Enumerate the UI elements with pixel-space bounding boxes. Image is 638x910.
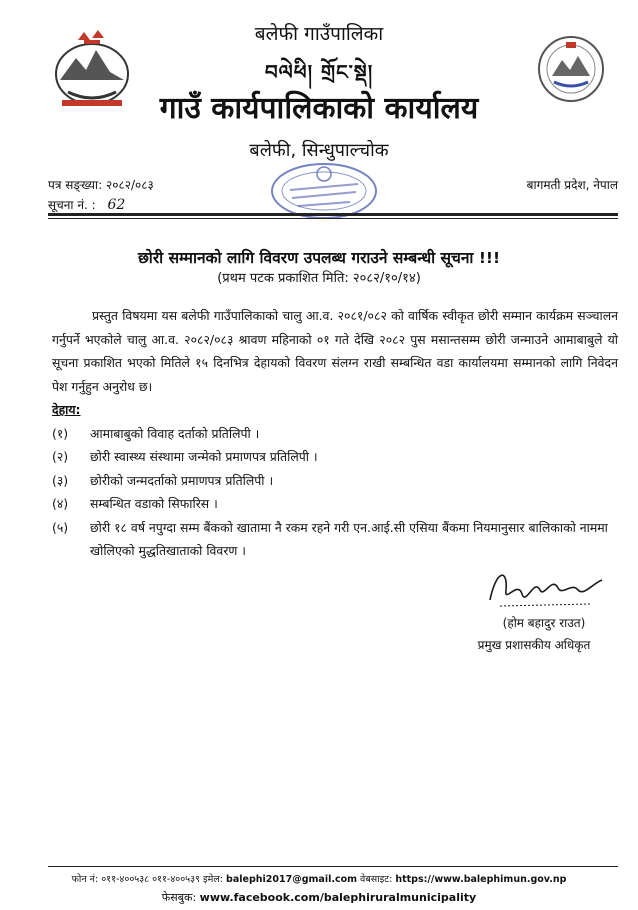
list-item-text: छोरी १८ वर्ष नपुग्दा सम्म बैंकको खातामा नै रकम रहने गरी एन.आई.सी एसिया बैंकमा नियमानुसार बालिकाको नाममा खोलिएको मुद्धतिखाताको विवरण । <box>90 519 608 558</box>
list-item <box>52 469 622 493</box>
list-item-text: सम्बन्धित वडाको सिफारिस । <box>90 496 218 511</box>
requirements-list <box>52 398 622 563</box>
list-item-number: (२) <box>52 449 69 464</box>
signature-icon <box>482 560 610 612</box>
footer-facebook <box>0 890 638 905</box>
ref-label: पत्र सङ्ख्या: <box>48 178 103 192</box>
website-label: वेबसाइट: <box>360 874 393 885</box>
facebook-label: फेसबुक: <box>161 891 197 904</box>
list-heading: देहाय: <box>52 402 81 417</box>
publication-date: (प्रथम पटक प्रकाशित मिति: २०८२/१०/१४) <box>217 271 421 286</box>
footer-divider <box>48 866 618 867</box>
list-item-text: छोरीको जन्मदर्ताको प्रमाणपत्र प्रतिलिपी । <box>90 472 274 488</box>
list-item <box>52 492 622 516</box>
list-item-number: (४) <box>52 496 69 511</box>
municipality-name: बलेफी गाउँपालिका <box>254 23 384 45</box>
office-location: बलेफी, सिन्धुपाल्चोक <box>249 140 389 161</box>
notice-value: 62 <box>107 197 126 213</box>
notice-number <box>48 196 125 213</box>
ref-value: २०८२/०८३ <box>105 178 154 192</box>
list-item-number: (५) <box>52 519 69 535</box>
header-divider <box>48 213 618 216</box>
phone-label: फोन नं: <box>71 874 99 885</box>
province: बागमती प्रदेश, नेपाल <box>526 178 618 192</box>
facebook-link[interactable]: www.facebook.com/balephiruralmunicipality <box>199 891 477 904</box>
list-item-number: (१) <box>52 425 69 441</box>
notice-subject: छोरी सम्मानको लागि विवरण उपलब्ध गराउने सम्बन्धी सूचना !!! <box>137 249 501 267</box>
signatory-name: (होम बहादुर राउत) <box>502 616 586 630</box>
header-divider-thin <box>48 218 618 219</box>
list-item <box>52 516 622 563</box>
list-item <box>52 422 622 446</box>
ref-number <box>48 176 154 193</box>
email-link[interactable]: balephi2017@gmail.com <box>226 874 358 885</box>
list-item <box>52 445 622 469</box>
website-link[interactable]: https://www.balephimun.gov.np <box>395 874 567 885</box>
notice-label: सूचना नं. : <box>48 198 96 212</box>
list-item-text: छोरी स्वास्थ्य संस्थामा जन्मेको प्रमाणपत्र प्रतिलिपी । <box>90 449 318 464</box>
list-item-text: आमाबाबुको विवाह दर्ताको प्रतिलिपी । <box>90 425 260 441</box>
notice-body: प्रस्तुत विषयमा यस बलेफी गाउँपालिकाको चालु आ.व. २०८१/०८२ को वार्षिक स्वीकृत छोरी सम्मान कार्यक्रम सञ्चालन गर्नुपर्ने भएकोले चालु आ.व. २०८२/०८३ श्रावण महिनाको ०१ गते देखि २०८२ पुस मसान्तसम्म छोरी जन्माउने आमाबाबुले यो सूचना प्रकाशित भएको मितिले १५ दिनभित्र देहायको विवरण संलग्न राखी सम्बन्धित वडा कार्यालयमा सम्मानको लागि निवेदन पेश गर्नुहुन अनुरोध छ। <box>52 308 618 394</box>
list-item-number: (३) <box>52 472 69 488</box>
office-title: गाउँ कार्यपालिकाको कार्यालय <box>159 91 479 126</box>
signatory-title: प्रमुख प्रशासकीय अधिकृत <box>477 638 591 652</box>
email-label: इमेल: <box>203 874 224 885</box>
footer-contact <box>0 872 638 885</box>
phone-numbers: ०११-४००५३८ ०११-४००५३९ <box>101 874 200 885</box>
municipality-name-tibetan: བལེཕི། གྲོང་སྡེ། <box>264 60 374 84</box>
